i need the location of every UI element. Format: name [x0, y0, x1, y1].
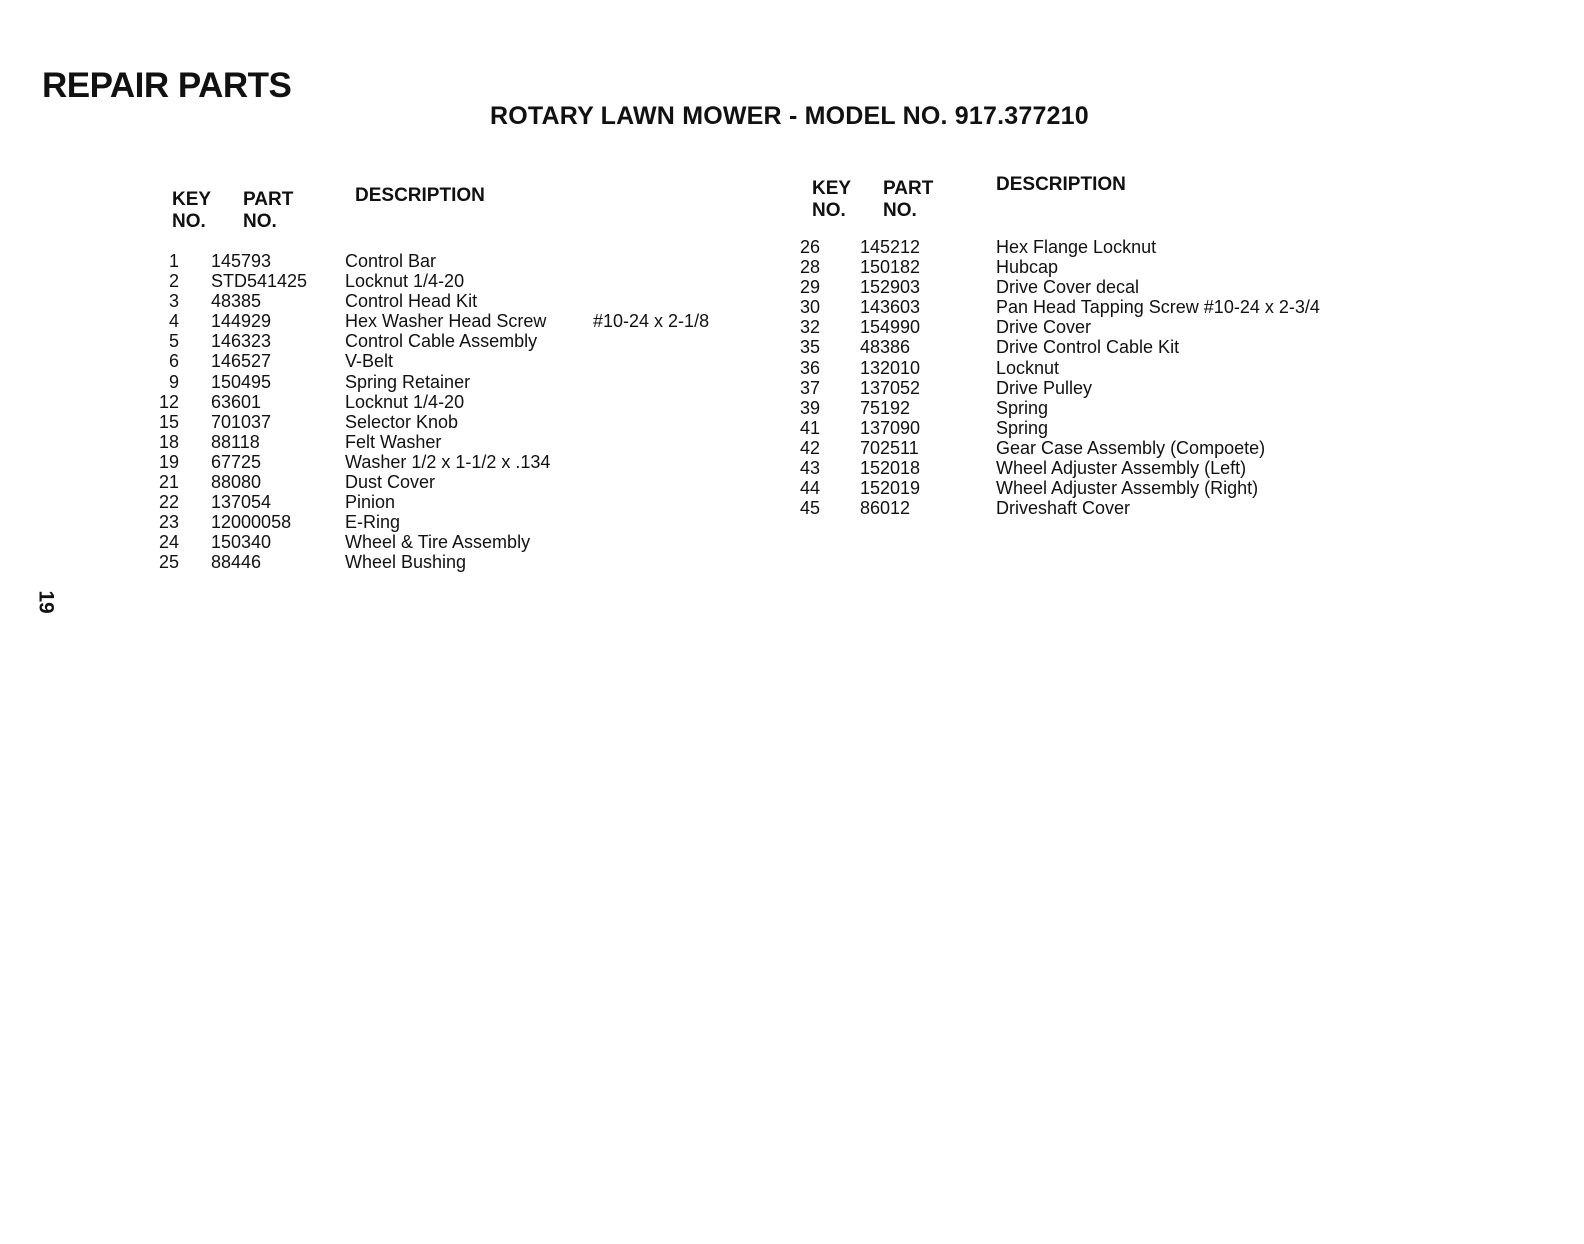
key-no: 19	[158, 451, 179, 472]
part-description: Wheel Adjuster Assembly (Left)	[996, 458, 1247, 479]
right-header-part-no	[883, 178, 933, 222]
part-no: 67725	[211, 451, 262, 472]
part-description: Drive Cover decal	[996, 277, 1140, 298]
part-description: Washer 1/2 x 1-1/2 x .134	[345, 451, 551, 472]
parts-row	[155, 492, 755, 512]
part-description: Felt Washer	[345, 431, 442, 452]
parts-row	[155, 251, 755, 271]
part-no: 137090	[860, 417, 921, 438]
part-no: 143603	[860, 297, 921, 318]
key-no: 21	[158, 472, 179, 493]
key-no: 37	[799, 377, 820, 398]
key-no: 5	[168, 331, 179, 352]
key-no: 32	[799, 317, 820, 338]
part-description: V-Belt	[345, 351, 394, 372]
parts-row	[796, 398, 1396, 418]
part-description: Selector Knob	[345, 411, 459, 432]
part-description: Control Cable Assembly	[345, 331, 538, 352]
part-description: E-Ring	[345, 512, 401, 533]
page-subtitle: ROTARY LAWN MOWER - MODEL NO. 917.377210	[490, 102, 1089, 130]
key-no: 42	[799, 437, 820, 458]
parts-row	[155, 331, 755, 351]
part-description: Hex Washer Head Screw	[345, 311, 547, 332]
parts-row	[796, 337, 1396, 357]
part-no: 150182	[860, 257, 921, 278]
left-header-key-no	[172, 189, 211, 233]
part-description: Spring	[996, 397, 1049, 418]
part-no: 152903	[860, 277, 921, 298]
right-parts-list	[796, 237, 1396, 518]
part-no: 702511	[860, 437, 919, 458]
key-no: 18	[158, 431, 179, 452]
part-no: STD541425	[211, 271, 308, 292]
part-description: Gear Case Assembly (Compoete)	[996, 437, 1266, 458]
parts-row	[796, 257, 1396, 277]
key-no: 45	[799, 498, 820, 519]
key-no: 6	[168, 351, 179, 372]
key-no: 30	[799, 297, 820, 318]
parts-row	[155, 452, 755, 472]
parts-row	[796, 498, 1396, 518]
parts-row	[796, 458, 1396, 478]
part-no: 154990	[860, 317, 921, 338]
key-no: 25	[158, 552, 179, 573]
parts-row	[155, 472, 755, 492]
part-description: Driveshaft Cover	[996, 498, 1131, 519]
parts-row	[796, 438, 1396, 458]
parts-row	[155, 512, 755, 532]
page-title: REPAIR PARTS	[42, 66, 292, 105]
page-number: 19	[34, 590, 58, 614]
part-no: 75192	[860, 397, 911, 418]
key-no: 2	[168, 271, 179, 292]
part-no: 144929	[211, 311, 272, 332]
part-note: #10-24 x 2-1/8	[593, 311, 710, 332]
key-no: 22	[158, 492, 179, 513]
right-header-description: DESCRIPTION	[996, 174, 1126, 195]
part-no: 145793	[211, 251, 272, 271]
right-header-key-no	[812, 178, 851, 222]
parts-row	[796, 317, 1396, 337]
part-description: Control Head Kit	[345, 291, 478, 312]
key-no: 4	[168, 311, 179, 332]
part-no: 701037	[211, 411, 272, 432]
key-no-label-1: KEY	[812, 178, 852, 199]
part-no: 137054	[211, 492, 272, 513]
part-no: 145212	[860, 237, 921, 257]
part-no: 88446	[211, 552, 262, 573]
key-no: 26	[799, 237, 820, 257]
key-no: 9	[168, 371, 179, 392]
part-description: Control Bar	[345, 251, 437, 271]
part-no: 152018	[860, 458, 921, 479]
part-no: 63601	[211, 391, 262, 412]
part-description: Pinion	[345, 492, 396, 513]
key-no: 41	[799, 417, 820, 438]
key-no: 36	[799, 357, 820, 378]
part-no-label-1: PART	[243, 189, 294, 210]
left-parts-list	[155, 251, 755, 573]
part-description: Dust Cover	[345, 472, 436, 493]
part-description: Spring	[996, 417, 1049, 438]
parts-row	[796, 237, 1396, 257]
part-description: Locknut 1/4-20	[345, 271, 465, 292]
key-no: 35	[799, 337, 820, 358]
part-description: Hubcap	[996, 257, 1059, 278]
key-no: 15	[158, 411, 179, 432]
parts-row	[796, 478, 1396, 498]
part-no-label-1: PART	[883, 178, 934, 199]
part-description: Drive Control Cable Kit	[996, 337, 1180, 358]
part-no: 146323	[211, 331, 272, 352]
key-no: 24	[158, 532, 179, 553]
parts-row	[155, 432, 755, 452]
parts-row	[155, 351, 755, 371]
parts-row	[155, 552, 755, 572]
part-no: 48385	[211, 291, 262, 312]
parts-row	[155, 412, 755, 432]
parts-row	[155, 271, 755, 291]
part-no-label-2: NO.	[243, 211, 277, 232]
part-description: Wheel Adjuster Assembly (Right)	[996, 478, 1259, 499]
parts-row	[796, 418, 1396, 438]
key-no: 3	[168, 291, 179, 312]
key-no: 44	[799, 478, 820, 499]
part-description: Drive Pulley	[996, 377, 1093, 398]
part-no: 132010	[860, 357, 921, 378]
part-description: Spring Retainer	[345, 371, 471, 392]
key-no: 39	[799, 397, 820, 418]
key-no: 28	[799, 257, 820, 278]
key-no: 23	[158, 512, 179, 533]
part-description: Drive Cover	[996, 317, 1092, 338]
parts-row	[155, 532, 755, 552]
part-no: 86012	[860, 498, 911, 519]
parts-row	[796, 378, 1396, 398]
parts-row	[796, 297, 1396, 317]
parts-row	[796, 277, 1396, 297]
part-no: 150340	[211, 532, 272, 553]
part-no-label-2: NO.	[883, 200, 917, 221]
key-no: 1	[168, 251, 179, 271]
parts-row	[155, 392, 755, 412]
part-description: Pan Head Tapping Screw #10-24 x 2-3/4	[996, 297, 1320, 318]
part-no: 88080	[211, 472, 262, 493]
parts-row	[796, 358, 1396, 378]
part-description: Locknut	[996, 357, 1060, 378]
key-no-label-2: NO.	[172, 211, 206, 232]
part-description: Hex Flange Locknut	[996, 237, 1157, 257]
key-no-label-2: NO.	[812, 200, 846, 221]
part-no: 146527	[211, 351, 272, 372]
part-no: 137052	[860, 377, 921, 398]
left-header-part-no	[243, 189, 293, 233]
part-no: 150495	[211, 371, 272, 392]
part-no: 48386	[860, 337, 911, 358]
part-description: Locknut 1/4-20	[345, 391, 465, 412]
parts-row	[155, 291, 755, 311]
key-no: 12	[158, 391, 179, 412]
key-no: 43	[799, 458, 820, 479]
part-no: 12000058	[211, 512, 292, 533]
key-no-label-1: KEY	[172, 189, 212, 210]
part-no: 152019	[860, 478, 921, 499]
left-header-description: DESCRIPTION	[355, 185, 485, 206]
parts-row	[155, 372, 755, 392]
key-no: 29	[799, 277, 820, 298]
part-no: 88118	[211, 431, 260, 452]
part-description: Wheel & Tire Assembly	[345, 532, 531, 553]
parts-row	[155, 311, 755, 331]
part-description: Wheel Bushing	[345, 552, 467, 573]
